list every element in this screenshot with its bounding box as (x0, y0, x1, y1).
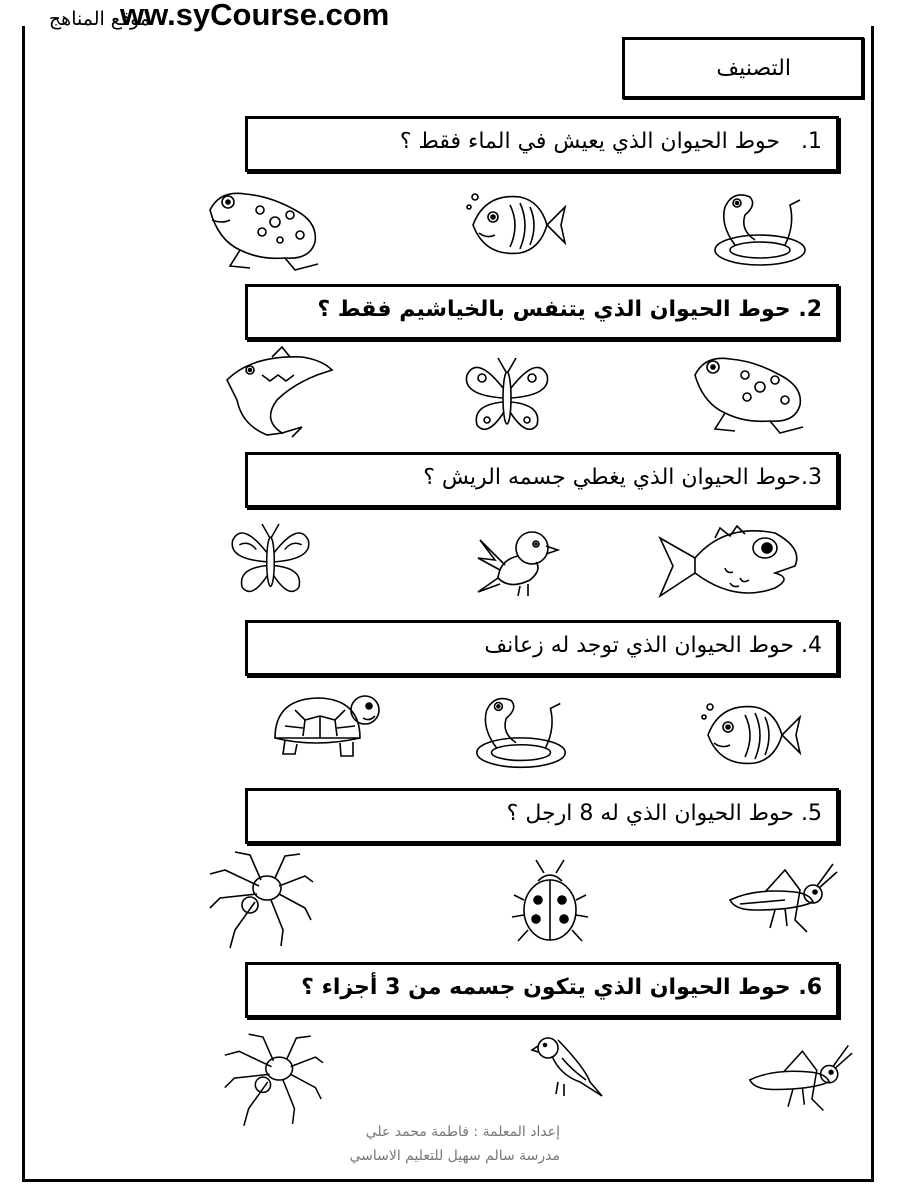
ladybug-picture[interactable] (510, 855, 590, 945)
question-4-box (245, 620, 839, 676)
question-1-box (245, 116, 839, 172)
worksheet-title: التصنيف (716, 56, 791, 81)
question-6-box (245, 962, 839, 1018)
spider-picture-2[interactable] (220, 1030, 325, 1130)
question-5-text: 5. حوط الحيوان الذي له 8 ارجل ؟ (506, 801, 822, 826)
title-box (622, 37, 864, 99)
teacher-credit: إعداد المعلمة : فاطمة محمد علي (365, 1124, 560, 1140)
turtle-picture[interactable] (265, 688, 385, 770)
site-watermark-arabic: موقع المناهج (48, 8, 150, 30)
fish-picture-3[interactable] (700, 695, 805, 775)
question-3-box (245, 452, 839, 508)
sparrow-picture[interactable] (530, 1030, 605, 1100)
bird-picture[interactable] (470, 520, 560, 600)
fish-picture-2[interactable] (655, 518, 805, 608)
question-2-text: 2. حوط الحيوان الذي يتنفس بالخياشيم فقط ؟ (317, 297, 822, 322)
fish-picture[interactable] (465, 185, 570, 265)
grasshopper-picture-2[interactable] (745, 1040, 855, 1115)
question-4-text: 4. حوط الحيوان الذي توجد له زعانف (484, 633, 822, 658)
question-1-text: 1. حوط الحيوان الذي يعيش في الماء فقط ؟ (399, 129, 822, 154)
question-3-text: 3.حوط الحيوان الذي يغطي جسمه الريش ؟ (423, 465, 822, 490)
school-credit: مدرسة سالم سهيل للتعليم الاساسي (349, 1148, 560, 1164)
spider-picture[interactable] (205, 850, 315, 950)
frog-picture-2[interactable] (685, 345, 810, 435)
question-6-text: 6. حوط الحيوان الذي يتكون جسمه من 3 أجزاء ؟ (301, 975, 822, 1000)
shark-picture[interactable] (222, 345, 337, 440)
question-2-box (245, 284, 839, 340)
question-5-box (245, 788, 839, 844)
butterfly-picture-2[interactable] (228, 515, 313, 603)
snake-picture[interactable] (705, 185, 815, 270)
butterfly-picture[interactable] (462, 350, 552, 440)
site-watermark: ww.syCourse.com (120, 0, 390, 32)
snake-picture-2[interactable] (467, 688, 575, 773)
frog-picture[interactable] (200, 180, 330, 272)
grasshopper-picture[interactable] (725, 860, 840, 935)
